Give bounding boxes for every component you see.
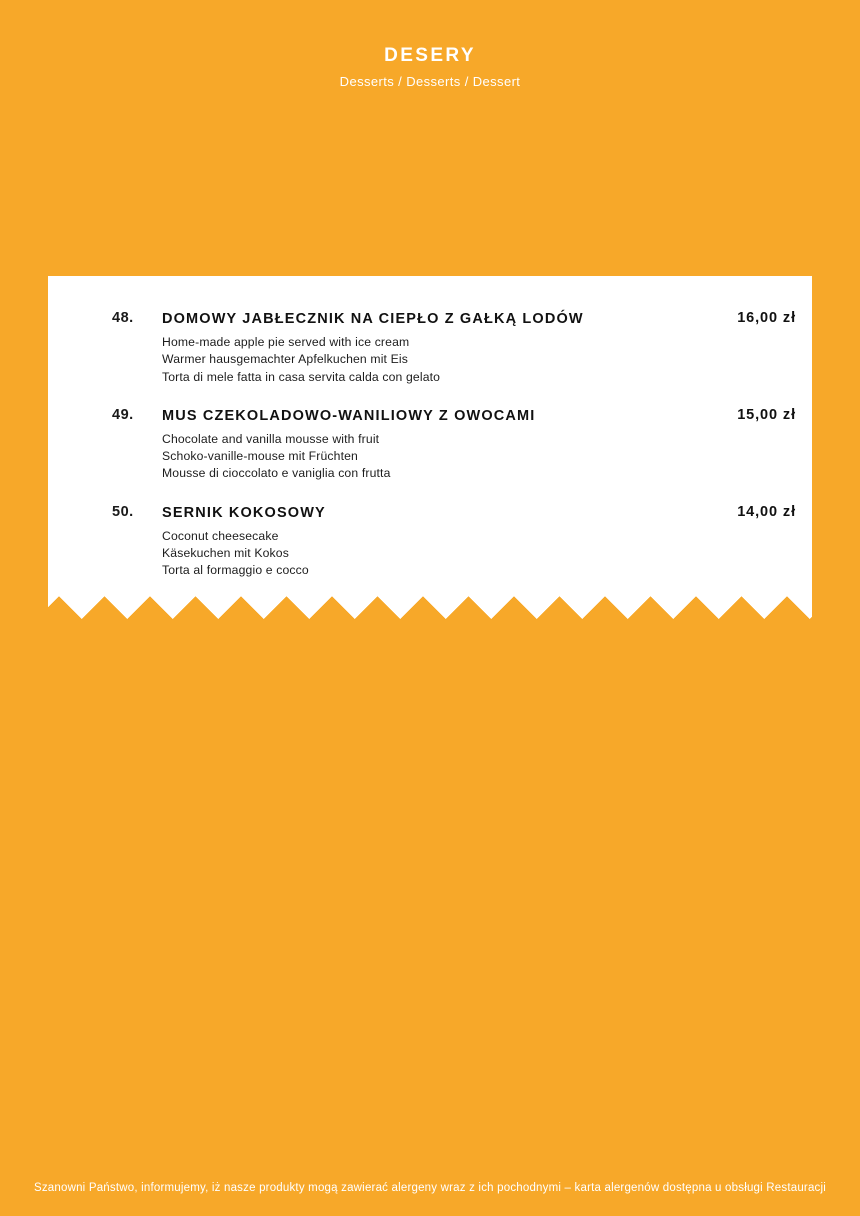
item-number: 49. bbox=[112, 406, 134, 423]
item-description-en: Chocolate and vanilla mousse with fruit bbox=[162, 431, 380, 446]
menu-card bbox=[48, 276, 812, 619]
zigzag-edge-decoration bbox=[48, 595, 812, 619]
item-description-de: Schoko-vanille-mouse mit Früchten bbox=[162, 449, 358, 464]
item-price: 14,00 zł bbox=[737, 503, 796, 520]
item-body bbox=[162, 310, 796, 385]
allergen-note: Szanowni Państwo, informujemy, iż nasze produkty mogą zawierać alergeny wraz z ich pochodnymi – karta alergenów dostępna u obsługi Restauracji bbox=[33, 1182, 827, 1194]
item-title: SERNIK KOKOSOWY bbox=[162, 504, 326, 521]
list-item bbox=[64, 407, 796, 482]
item-body bbox=[162, 407, 796, 482]
item-description-en: Home-made apple pie served with ice cream bbox=[162, 335, 410, 349]
item-number: 48. bbox=[112, 310, 134, 326]
item-description-de: Käsekuchen mit Kokos bbox=[162, 546, 289, 561]
list-item bbox=[64, 504, 796, 579]
item-description-it: Mousse di cioccolato e vaniglia con frutta bbox=[162, 466, 391, 481]
item-price: 15,00 zł bbox=[737, 406, 796, 423]
item-description-en: Coconut cheesecake bbox=[162, 528, 279, 543]
page-header bbox=[0, 44, 860, 92]
item-number: 50. bbox=[112, 503, 134, 520]
item-descriptions bbox=[162, 528, 696, 579]
item-descriptions bbox=[162, 334, 696, 385]
menu-card-body bbox=[48, 276, 812, 595]
page-title: DESERY bbox=[384, 45, 476, 66]
item-price: 16,00 zł bbox=[737, 310, 796, 326]
list-item bbox=[64, 310, 796, 385]
item-body bbox=[162, 504, 796, 579]
item-description-de: Warmer hausgemachter Apfelkuchen mit Eis bbox=[162, 352, 409, 367]
item-description-it: Torta di mele fatta in casa servita calda con gelato bbox=[162, 369, 441, 384]
item-title: DOMOWY JABŁECZNIK NA CIEPŁO Z GAŁKĄ LODÓW bbox=[162, 311, 584, 327]
item-title: MUS CZEKOLADOWO-WANILIOWY Z OWOCAMI bbox=[162, 407, 536, 424]
item-description-it: Torta al formaggio e cocco bbox=[162, 563, 309, 578]
page-subtitle: Desserts / Desserts / Dessert bbox=[339, 74, 521, 89]
menu-item-list bbox=[48, 310, 812, 579]
item-descriptions bbox=[162, 431, 696, 482]
